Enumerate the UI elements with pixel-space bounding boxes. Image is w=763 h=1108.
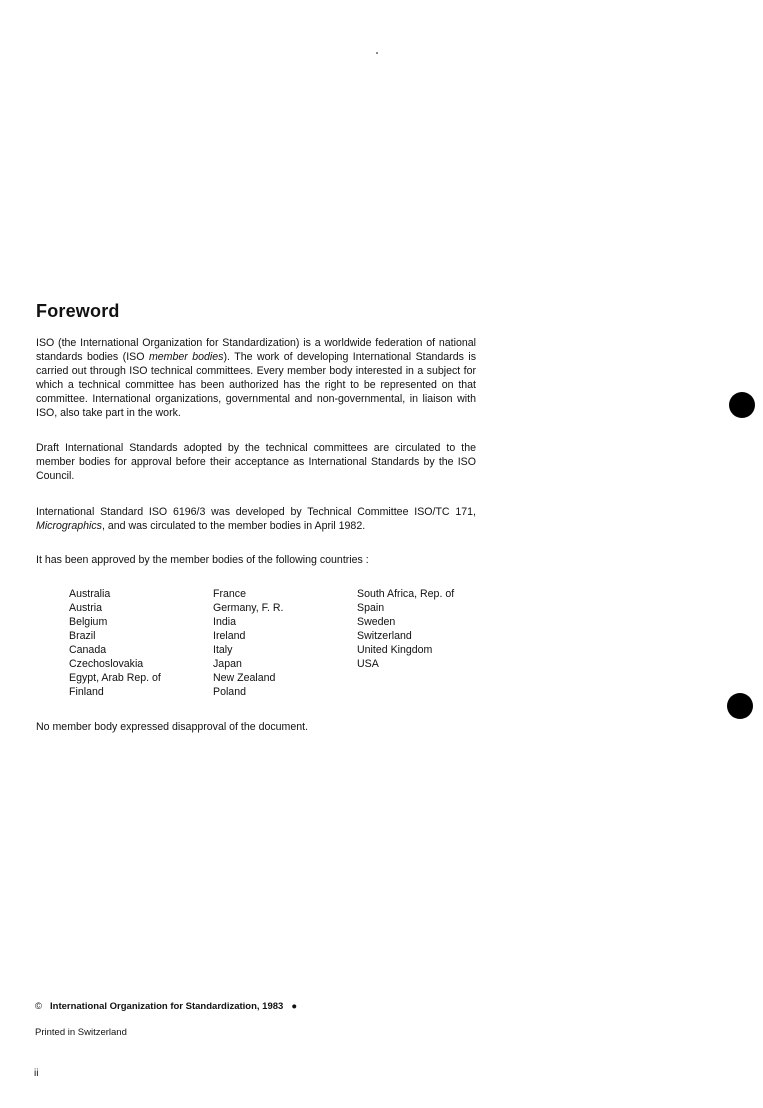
country-item: France (213, 588, 246, 600)
page-number: ii (34, 1068, 39, 1079)
country-item: Czechoslovakia (69, 658, 144, 670)
paragraph-iso-intro-text-a: ISO (the International Organization for Standardization) is a worldwide federation of national standards bodies (ISO (36, 337, 476, 363)
printed-in-note: Printed in Switzerland (35, 1027, 127, 1038)
paragraph-approval-intro: It has been approved by the member bodies of the following countries : (36, 554, 369, 566)
committee-name-emphasis: Micrographics (36, 520, 102, 532)
country-item: Spain (357, 602, 385, 614)
country-item: Australia (69, 588, 111, 600)
paragraph-standard-origin (36, 505, 476, 533)
country-item: Ireland (213, 630, 246, 642)
country-item: New Zealand (213, 672, 276, 684)
copyright-line (35, 1001, 297, 1012)
paragraph-no-disapproval: No member body expressed disapproval of the document. (36, 721, 309, 733)
paragraph-iso-intro (36, 336, 476, 420)
member-bodies-emphasis: member bodies (148, 351, 224, 363)
country-item: Switzerland (357, 630, 412, 642)
country-item: Belgium (69, 616, 108, 628)
paragraph-standard-origin-text-a: International Standard ISO 6196/3 was developed by Technical Committee ISO/TC 171, (36, 506, 476, 518)
country-item: USA (357, 658, 379, 670)
country-list-column-3 (357, 587, 454, 671)
punch-hole-lower (727, 693, 753, 719)
bullet-icon: ● (291, 1001, 298, 1012)
country-item: Japan (213, 658, 242, 670)
paragraph-standard-origin-text-b: , and was circulated to the member bodies in April 1982. (101, 520, 366, 532)
punch-hole-upper (729, 392, 755, 418)
country-item: Egypt, Arab Rep. of (69, 672, 161, 684)
scan-speck (376, 52, 378, 54)
page-title: Foreword (36, 301, 120, 321)
country-list-column-1 (69, 587, 161, 699)
copyright-icon: © (35, 1001, 42, 1012)
country-item: Brazil (69, 630, 96, 642)
paragraph-iso-intro-text-b: ). The work of developing International Standards is carried out through ISO technical committees. Every member body interested in a subject for which a technical committee has been authorized has the right to be represented on that committee. International organizations, governmental and non-governmental, in liaison with ISO, also take part in the work. (36, 351, 476, 419)
country-item: Canada (69, 644, 107, 656)
country-item: India (213, 616, 236, 628)
country-item: Finland (69, 686, 104, 698)
country-item: South Africa, Rep. of (357, 588, 455, 600)
country-item: Austria (69, 602, 102, 614)
country-item: Poland (213, 686, 246, 698)
country-list-column-2 (213, 587, 283, 699)
paragraph-draft-standards: Draft International Standards adopted by the technical committees are circulated to the member bodies for approval before their acceptance as International Standards by the ISO Council. (36, 442, 476, 482)
country-item: Sweden (357, 616, 396, 628)
copyright-text: International Organization for Standardization, 1983 (50, 1001, 284, 1012)
country-item: Germany, F. R. (213, 602, 284, 614)
country-item: Italy (213, 644, 233, 656)
country-item: United Kingdom (357, 644, 433, 656)
